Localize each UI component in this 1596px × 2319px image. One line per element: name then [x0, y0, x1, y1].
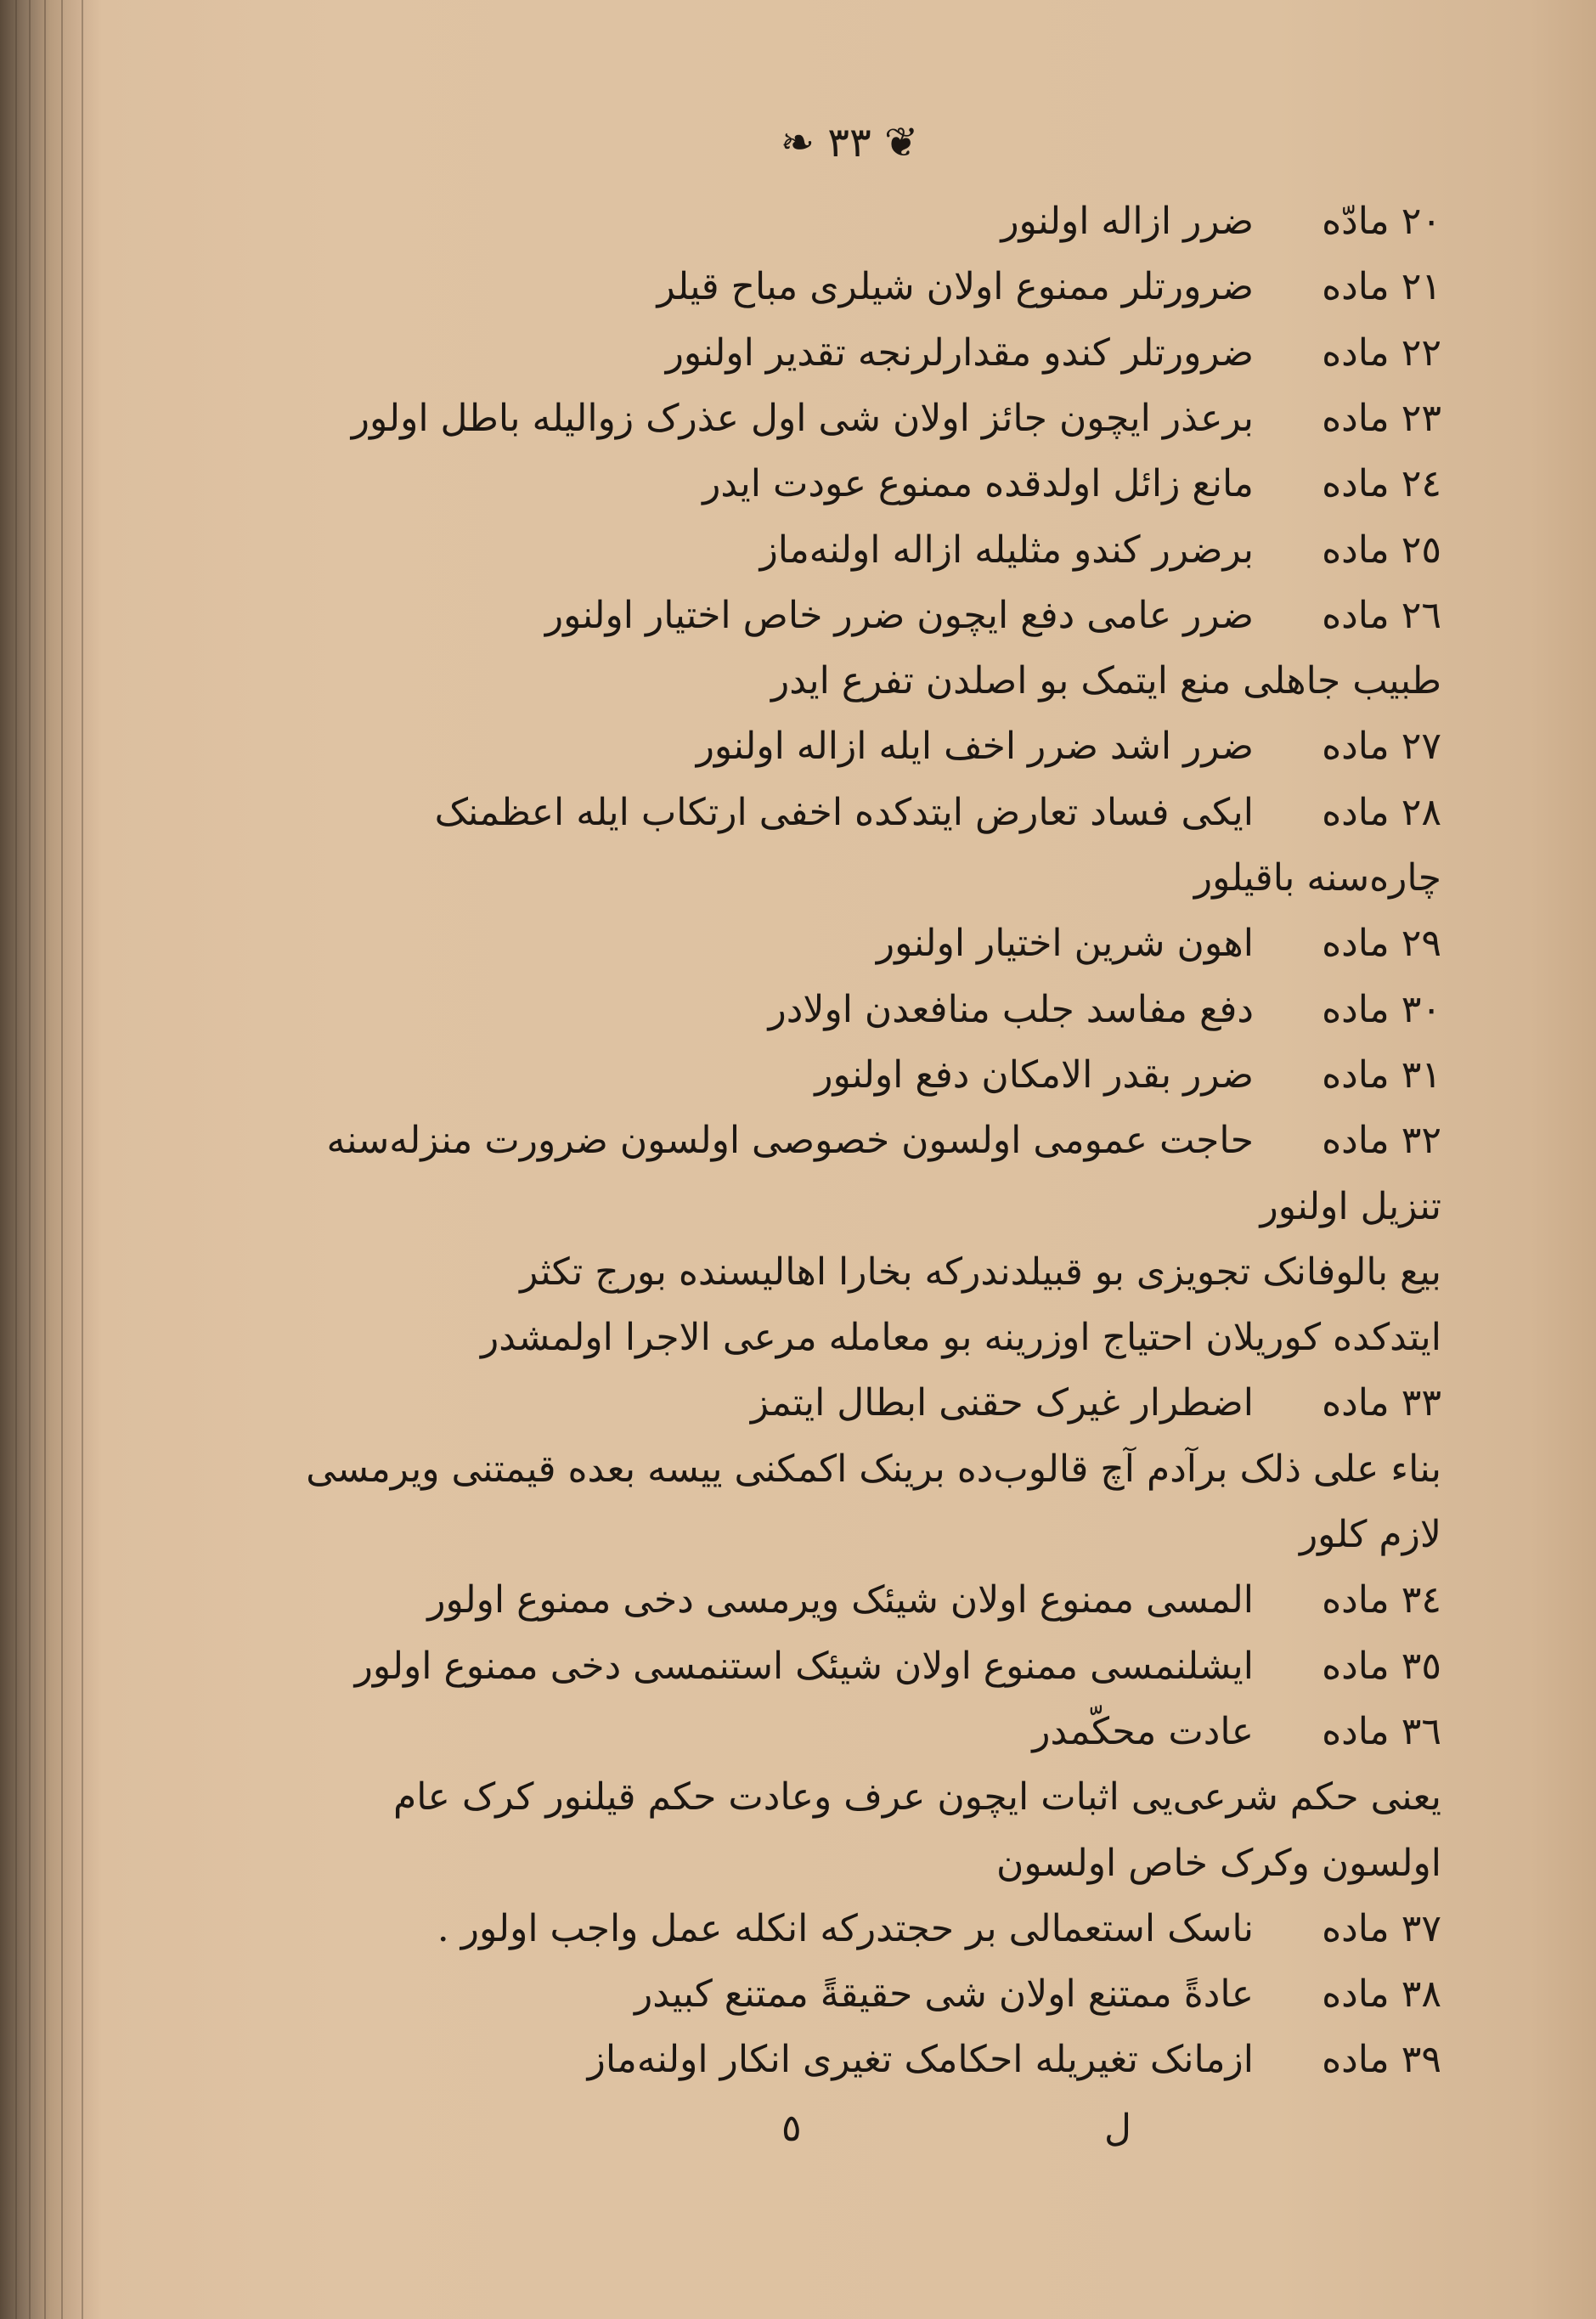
article-number: ٢٦ ماده [1322, 593, 1441, 637]
article-number: ٣٣ ماده [1322, 1381, 1441, 1425]
article-number: ٣٨ ماده [1322, 1972, 1441, 2017]
article-text: ناسک استعمالی بر حجتدرکه انکله عمل واجب اولور . [437, 1906, 1254, 1950]
article-text: ضرر عامی دفع ایچون ضرر خاص اختیار اولنور [544, 593, 1254, 637]
article-number: ٢٧ ماده [1322, 725, 1441, 769]
article-number: ٢٢ ماده [1322, 330, 1441, 375]
article-number: ٣٢ ماده [1322, 1119, 1441, 1163]
article-text: ضرر ازاله اولنور [1001, 200, 1254, 243]
signature-mark: ل [1104, 2107, 1131, 2150]
commentary-text: چاره‌سنه باقیلور [1193, 856, 1441, 900]
article-number: ٣٦ ماده [1322, 1709, 1441, 1753]
commentary-text: اولسون وکرک خاص اولسون [996, 1841, 1441, 1885]
article-text: حاجت عمومی اولسون خصوصی اولسون ضرورت منزله‌سنه [326, 1119, 1254, 1163]
article-number: ٣٠ ماده [1322, 987, 1441, 1031]
article-text: ضرر بقدر الامکان دفع اولنور [815, 1052, 1254, 1097]
ornament-icon: ❧ [780, 119, 815, 166]
article-text: ضرورتلر کندو مقدارلرنجه تقدیر اولنور [665, 330, 1254, 375]
page-number: ٣٣ [827, 119, 871, 166]
article-text: ایکی فساد تعارض ایتدکده اخفی ارتکاب ایله اعظمنک [434, 790, 1254, 834]
article-number: ٣٧ ماده [1322, 1906, 1441, 1950]
commentary-text: لازم کلور [1299, 1513, 1441, 1556]
article-text: ایشلنمسی ممنوع اولان شیئک استنمسی دخی ممنوع اولور [354, 1644, 1254, 1688]
article-text: ازمانک تغیریله احکامک تغیری انکار اولنه‌ماز [587, 2038, 1254, 2082]
article-text: برعذر ایچون جائز اولان شی اول عذرک زوالیله باطل اولور [351, 396, 1254, 440]
article-number: ٢٤ ماده [1322, 462, 1441, 506]
signature-mark: ٥ [781, 2107, 802, 2150]
commentary-text: یعنی حکم شرعی‌یی اثبات ایچون عرف وعادت حکم قیلنور کرک عام [392, 1775, 1441, 1820]
article-number: ٢٥ ماده [1322, 528, 1441, 572]
article-number: ٣٥ ماده [1322, 1644, 1441, 1688]
commentary-text: بیع بالوفانک تجویزی بو قبیلدندرکه بخارا اهالیسنده بورج تکثر [520, 1250, 1441, 1294]
page-header [781, 119, 919, 166]
commentary-text: ایتدکده کوریلان احتیاج اوزرینه بو معامله مرعی الاجرا اولمشدر [480, 1316, 1441, 1360]
article-number: ٣٩ ماده [1322, 2038, 1441, 2082]
commentary-text: بناء علی ذلک برآدم آچ قالوب‌ده برینک اکمکنی ییسه بعده قیمتنی ویرمسی [306, 1447, 1441, 1491]
article-text: اهون شرین اختیار اولنور [876, 922, 1254, 966]
article-text: دفع مفاسد جلب منافعدن اولادر [768, 987, 1254, 1031]
article-text: اضطرار غیرک حقنی ابطال ایتمز [750, 1381, 1254, 1425]
article-text: برضرر کندو مثلیله ازاله اولنه‌ماز [759, 528, 1254, 572]
article-text: المسی ممنوع اولان شیئک ویرمسی دخی ممنوع اولور [427, 1578, 1254, 1622]
article-text: عادةً ممتنع اولان شی حقیقةً ممتنع کبیدر [634, 1972, 1254, 2017]
article-number: ٢٩ ماده [1322, 922, 1441, 966]
article-number: ٢١ ماده [1322, 265, 1441, 309]
commentary-text: تنزیل اولنور [1260, 1184, 1441, 1228]
article-number: ٣٤ ماده [1322, 1578, 1441, 1622]
article-number: ٣١ ماده [1322, 1052, 1441, 1097]
article-number: ٢٨ ماده [1322, 790, 1441, 834]
article-text: ضرورتلر ممنوع اولان شیلری مباح قیلر [657, 265, 1254, 309]
ornament-icon: ❦ [884, 119, 919, 166]
commentary-text: طبیب جاهلی منع ایتمک بو اصلدن تفرع ایدر [771, 659, 1441, 703]
article-text: عادت محکّمدر [1032, 1709, 1254, 1753]
article-text: مانع زائل اولدقده ممنوع عودت ایدر [702, 462, 1254, 506]
article-number: ٢٣ ماده [1322, 396, 1441, 440]
article-text: ضرر اشد ضرر اخف ایله ازاله اولنور [696, 725, 1254, 769]
article-number: ٢٠ مادّه [1322, 200, 1441, 243]
